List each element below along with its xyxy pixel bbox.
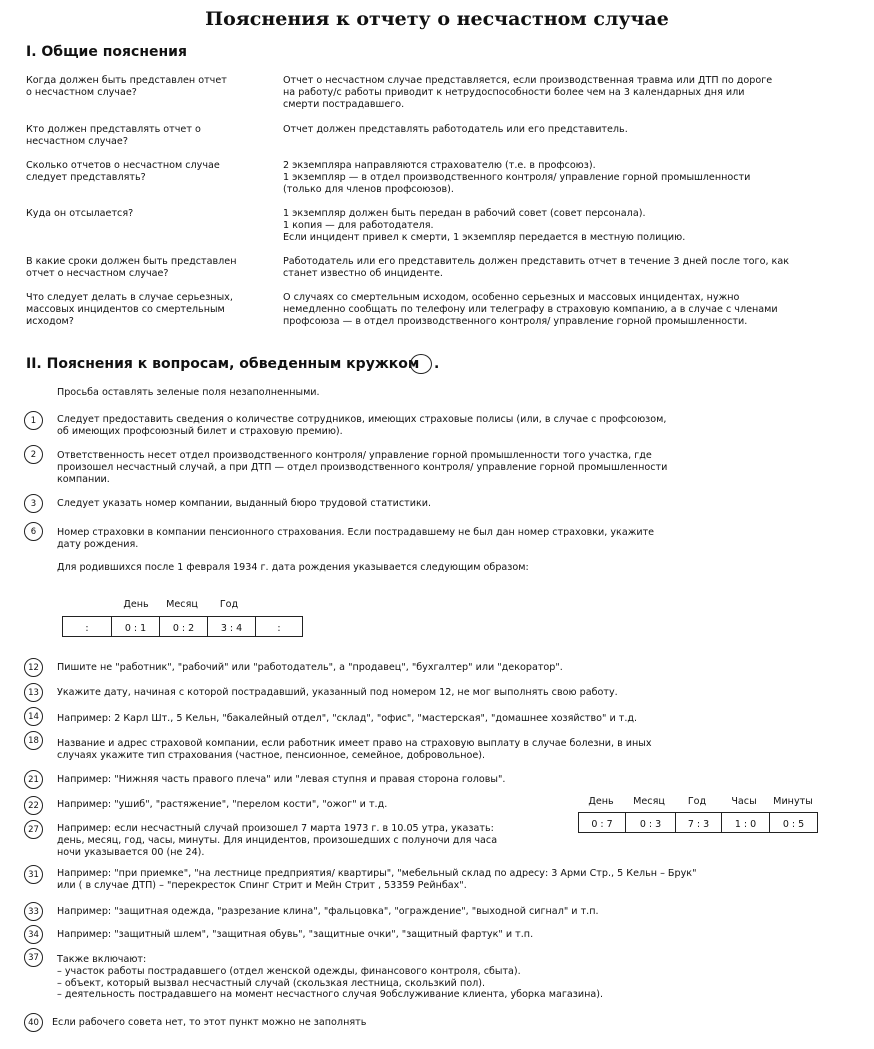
- item-number-badge: 13: [24, 683, 43, 702]
- item-text-34: Например: "защитный шлем", "защитная обувь", "защитные очки", "защитный фартук" и т.п.: [57, 929, 534, 940]
- item-text-2: Ответственность несет отдел производственного контроля/ управление горной промышленности того участка, где произошел несчастный случай, а при ДТП — отдел производственного контроля/ управление горной промышленности компании.: [57, 450, 668, 485]
- dt-header-minutes: Минуты: [773, 796, 813, 807]
- dt-cell: 0 : 3: [625, 813, 675, 832]
- answer-2: Отчет должен представлять работодатель или его представитель.: [283, 124, 628, 135]
- dt-cell: 0 : 5: [769, 813, 817, 832]
- item-text-33: Например: "защитная одежда, "разрезание клина", "фальцовка", "ограждение", "выходной сигнал" и т.п.: [57, 906, 599, 917]
- question-2: Кто должен представлять отчет о несчастном случае?: [26, 124, 201, 147]
- answer-4: 1 экземпляр должен быть передан в рабочий совет (совет персонала). 1 копия — для работодателя. Если инцидент привел к смерти, 1 экземпляр передается в местную полицию.: [283, 208, 686, 243]
- item-text-14: Например: 2 Карл Шт., 5 Кельн, "бакалейный отдел", "склад", "офис", "мастерская", "домашнее хозяйство" и т.д.: [57, 713, 638, 724]
- section-2-heading: II. Пояснения к вопросам, обведенным кружком: [26, 356, 420, 372]
- intro-note: Просьба оставлять зеленые поля незаполненными.: [57, 387, 320, 398]
- item-number-badge: 18: [24, 731, 43, 750]
- item-number-badge: 37: [24, 948, 43, 967]
- dob-header-month: Месяц: [166, 599, 198, 610]
- item-number-badge: 2: [24, 445, 43, 464]
- dob-cell: :: [255, 617, 302, 636]
- item-number-badge: 22: [24, 796, 43, 815]
- dob-header-year: Год: [219, 599, 239, 610]
- question-1: Когда должен быть представлен отчет о несчастном случае?: [26, 75, 227, 98]
- dt-cell: 1 : 0: [721, 813, 769, 832]
- answer-3: 2 экземпляра направляются страхователю (т.е. в профсоюз). 1 экземпляр — в отдел производственного контроля/ управление горной промышленности (только для членов профсоюзов).: [283, 160, 751, 195]
- dob-cell: 0 : 1: [111, 617, 159, 636]
- section-2-heading-suffix: .: [434, 356, 440, 372]
- dt-cell: 0 : 7: [591, 819, 613, 830]
- item-text-1: Следует предоставить сведения о количестве сотрудников, имеющих страховые полисы (или, в случае с профсоюзом, об имеющих профсоюзный билет и страховую премию).: [57, 414, 667, 437]
- question-5: В какие сроки должен быть представлен отчет о несчастном случае?: [26, 256, 237, 279]
- item-text-40: Если рабочего совета нет, то этот пункт можно не заполнять: [52, 1017, 367, 1028]
- item-text-21: Например: "Нижняя часть правого плеча" или "левая ступня и правая сторона головы".: [57, 774, 506, 785]
- dob-header-day: День: [123, 599, 149, 610]
- dob-note: Для родившихся после 1 февраля 1934 г. дата рождения указывается следующим образом:: [57, 562, 529, 573]
- item-number-badge: 14: [24, 707, 43, 726]
- answer-5: Работодатель или его представитель должен представить отчет в течение 3 дней после того, как станет известно об инциденте.: [283, 256, 790, 279]
- dt-header-year: Год: [687, 796, 707, 807]
- datetime-table: [578, 812, 818, 833]
- dt-header-hours: Часы: [731, 796, 757, 807]
- dob-cell: 0 : 2: [159, 617, 207, 636]
- item-text-27: Например: если несчастный случай произошел 7 марта 1973 г. в 10.05 утра, указать: день, месяц, год, часы, минуты. Для инцидентов, произошедших с полуночи для часа ночи указывается 00 (не 24).: [57, 823, 498, 858]
- item-text-18: Название и адрес страховой компании, если работник имеет право на страховую выплату в случае болезни, в иных случаях укажите тип страхования (частное, пенсионное, семейное, добровольное).: [57, 738, 652, 761]
- item-number-badge: 31: [24, 865, 43, 884]
- question-3: Сколько отчетов о несчастном случае следует представлять?: [26, 160, 220, 183]
- item-number-badge: 6: [24, 522, 43, 541]
- item-text-31: Например: "при приемке", "на лестнице предприятия/ квартиры", "мебельный склад по адресу: 3 Арми Стр., 5 Кельн – Брук" или ( в случае ДТП) – "перекресток Спинг Стрит и Мейн Стрит , 53359 Рейнбах".: [57, 868, 697, 891]
- item-text-22: Например: "ушиб", "растяжение", "перелом кости", "ожог" и т.д.: [57, 799, 388, 810]
- section-1-heading: I. Общие пояснения: [26, 44, 187, 60]
- dob-cell: 3 : 4: [207, 617, 255, 636]
- dt-header-month: Месяц: [633, 796, 665, 807]
- item-text-12: Пишите не "работник", "рабочий" или "работодатель", а "продавец", "бухгалтер" или "декоратор".: [57, 662, 563, 673]
- answer-1: Отчет о несчастном случае представляется, если производственная травма или ДТП по дороге на работу/с работы приводит к нетрудоспособности более чем на 3 календарных дня или смерти пострадавшего.: [283, 75, 773, 110]
- dob-cell: :: [85, 623, 89, 634]
- item-number-badge: 27: [24, 820, 43, 839]
- dt-cell: 7 : 3: [675, 813, 721, 832]
- page-title: Пояснения к отчету о несчастном случае: [205, 8, 669, 30]
- circle-marker-icon: [410, 354, 432, 374]
- question-6: Что следует делать в случае серьезных, массовых инцидентов со смертельным исходом?: [26, 292, 233, 327]
- item-text-3: Следует указать номер компании, выданный бюро трудовой статистики.: [57, 498, 432, 509]
- item-number-badge: 1: [24, 411, 43, 430]
- item-text-37: Также включают: – участок работы пострадавшего (отдел женской одежды, финансового контроля, сбыта). – объект, который вызвал несчастный случай (скользкая лестница, скользкий пол). – деятельность пострадавшего на момент несчастного случая 9обслуживание клиента, уборка магазина).: [57, 954, 604, 1001]
- dt-header-day: День: [588, 796, 614, 807]
- item-text-13: Укажите дату, начиная с которой пострадавший, указанный под номером 12, не мог выполнять свою работу.: [57, 687, 618, 698]
- item-text-6: Номер страховки в компании пенсионного страхования. Если пострадавшему не был дан номер страховки, укажите дату рождения.: [57, 527, 655, 550]
- item-number-badge: 34: [24, 925, 43, 944]
- item-number-badge: 33: [24, 902, 43, 921]
- question-4: Куда он отсылается?: [26, 208, 134, 219]
- item-number-badge: 3: [24, 494, 43, 513]
- answer-6: О случаях со смертельным исходом, особенно серьезных и массовых инцидентах, нужно немедленно сообщать по телефону или телеграфу в страховую компанию, а в случае с членами профсоюза — в отдел производственного контроля/ управление горной промышленности.: [283, 292, 778, 327]
- item-number-badge: 21: [24, 770, 43, 789]
- item-number-badge: 12: [24, 658, 43, 677]
- item-number-badge: 40: [24, 1013, 43, 1032]
- dob-table: [62, 616, 303, 637]
